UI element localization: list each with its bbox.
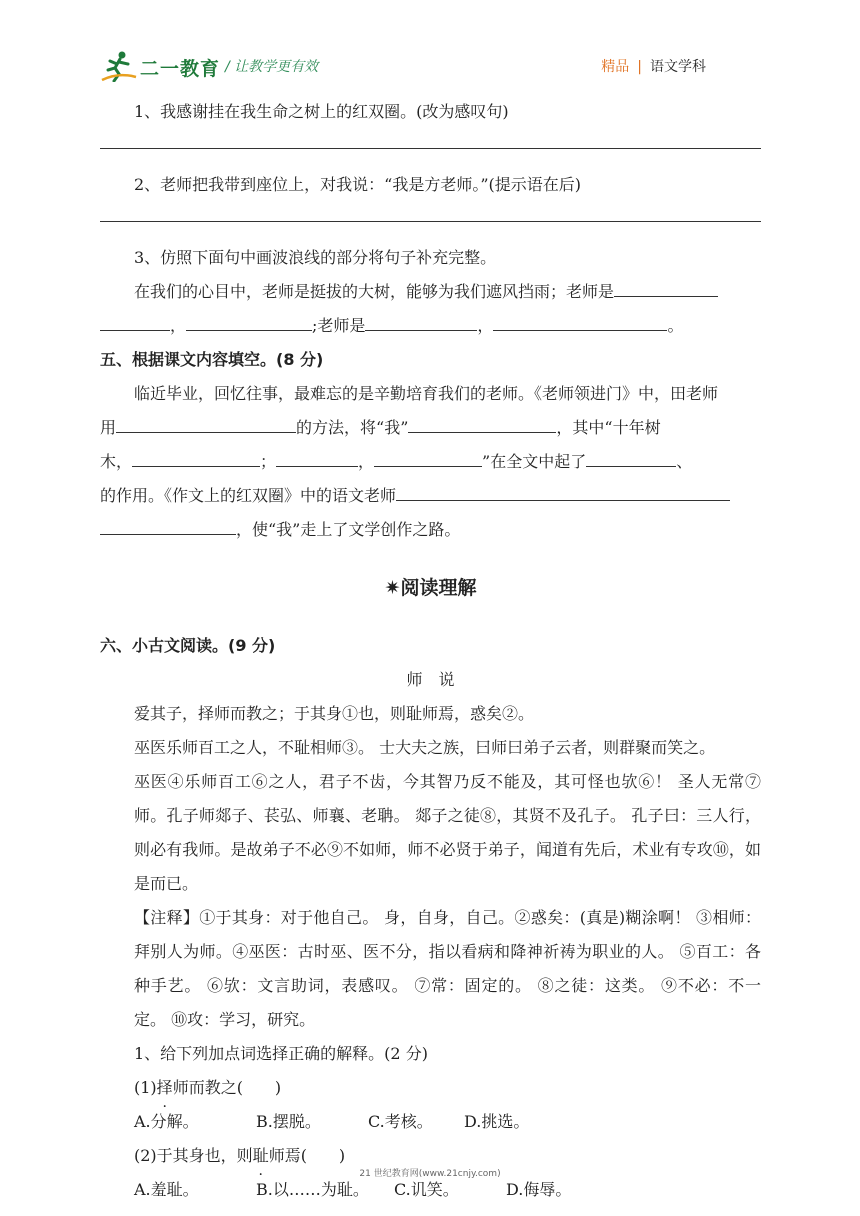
option-d[interactable]: D.侮辱。 — [506, 1180, 572, 1199]
text: 的作用。《作文上的红双圈》中的语文老师 — [100, 486, 397, 505]
text: ， — [358, 452, 375, 471]
answer-bracket[interactable]: 师焉( ) — [268, 1146, 346, 1165]
brand-slogan: / 让教学更有效 — [225, 59, 319, 75]
fill-blank[interactable] — [396, 482, 730, 501]
text: ，使“我”走上了文学创作之路。 — [236, 520, 461, 539]
text: ； — [260, 452, 277, 471]
q5-line3 — [100, 445, 761, 479]
reading-section-title: ✷阅读理解 — [384, 577, 477, 599]
document-body — [100, 95, 761, 1207]
section-five-heading: 五、根据课文内容填空。(8 分) — [100, 350, 324, 369]
text: (2)于其身也，则 — [134, 1146, 253, 1165]
q1-1-options — [100, 1105, 761, 1139]
option-a[interactable]: A.分解。 — [134, 1112, 199, 1131]
text: 用 — [100, 418, 117, 437]
passage-para1: 爱其子，择师而教之；于其身①也，则耻师焉，惑矣②。 — [134, 704, 535, 723]
q4-item3-line1 — [100, 275, 761, 309]
fill-blank[interactable] — [374, 448, 482, 467]
page-header — [100, 44, 760, 84]
subject-label: 语文学科 — [650, 59, 706, 75]
text: 在我们的心目中，老师是挺拔的大树，能够为我们遮风挡雨；老师是 — [134, 282, 615, 301]
dotted-word: 择 — [156, 1078, 173, 1097]
fill-blank[interactable] — [116, 414, 296, 433]
option-b[interactable]: B.摆脱。 — [256, 1112, 321, 1131]
passage-para3: 巫医④乐师百工⑥之人，君子不齿，今其智乃反不能及，其可怪也欤⑥！ 圣人无常⑦师。孔子师郯子、苌弘、师襄、老聃。 郯子之徒⑧，其贤不及孔子。 孔子曰：三人行，则必有我师。是故弟子不必⑨不如师，师不必贤于弟子，闻道有先后，术业有专攻⑩，如是而已。 — [134, 772, 761, 893]
passage-notes: 【注释】①于其身：对于他自己。 身，自身，自己。②惑矣：(真是)糊涂啊！ ③相师：拜别人为师。④巫医：古时巫、医不分，指以看病和降神祈祷为职业的人。 ⑤百工：各种手艺。 ⑥欤：文言助词，表感叹。 ⑦常：固定的。 ⑧之徒：这类。 ⑨不必：不一定。 ⑩攻：学习，研究。 — [134, 908, 761, 1029]
fill-blank[interactable] — [276, 448, 358, 467]
passage-para2: 巫医乐师百工之人，不耻相师③。 士大夫之族，曰师曰弟子云者，则群聚而笑之。 — [134, 738, 716, 757]
quality-label: 精品 — [601, 59, 630, 75]
text: 的方法，将“我” — [296, 418, 409, 437]
answer-line[interactable] — [100, 148, 761, 149]
answer-bracket[interactable]: 师而教之( ) — [172, 1078, 282, 1097]
runner-logo-icon — [100, 50, 138, 82]
text: ”在全文中起了 — [482, 452, 587, 471]
section-six-heading: 六、小古文阅读。(9 分) — [100, 636, 276, 655]
text: (1) — [134, 1078, 157, 1097]
fill-blank[interactable] — [614, 278, 718, 297]
text: ;老师是 — [312, 316, 366, 335]
subject-tag — [601, 56, 706, 76]
fill-blank[interactable] — [100, 312, 170, 331]
text: ， — [170, 316, 187, 335]
option-a[interactable]: A.羞耻。 — [134, 1180, 199, 1199]
q4-item2: 2、老师把我带到座位上，对我说：“我是方老师。”(提示语在后) — [134, 175, 582, 194]
option-c[interactable]: C.考核。 — [368, 1112, 433, 1131]
option-d[interactable]: D.挑选。 — [464, 1112, 530, 1131]
dotted-word: 耻 — [252, 1146, 269, 1165]
fill-blank[interactable] — [186, 312, 312, 331]
q5-line4 — [100, 479, 761, 513]
text: ， — [477, 316, 494, 335]
q5-line2 — [100, 411, 761, 445]
text: ，其中“十年树 — [556, 418, 661, 437]
fill-blank[interactable] — [408, 414, 556, 433]
passage-title: 师 说 — [406, 670, 455, 689]
tag-separator: | — [637, 59, 642, 75]
q4-item3-line2 — [100, 309, 761, 343]
fill-blank[interactable] — [100, 516, 236, 535]
text: 。 — [667, 316, 684, 335]
fill-blank[interactable] — [493, 312, 667, 331]
q4-item1: 1、我感谢挂在我生命之树上的红双圈。(改为感叹句) — [134, 102, 509, 121]
q5-line5 — [100, 513, 761, 547]
page-footer: 21 世纪教育网(www.21cnjy.com) — [359, 1169, 501, 1179]
text: 、 — [676, 452, 693, 471]
brand-name: 二一教育 — [140, 58, 221, 80]
option-b[interactable]: B.以……为耻。 — [256, 1180, 369, 1199]
subquestion-1: 1、给下列加点词选择正确的解释。(2 分) — [134, 1044, 428, 1063]
fill-blank[interactable] — [586, 448, 676, 467]
fill-blank[interactable] — [365, 312, 477, 331]
text: 木， — [100, 452, 133, 471]
fill-blank[interactable] — [132, 448, 260, 467]
answer-line[interactable] — [100, 221, 761, 222]
q5-line1: 临近毕业，回忆往事，最难忘的是辛勤培育我们的老师。《老师领进门》中，田老师 — [134, 384, 719, 403]
option-c[interactable]: C.讥笑。 — [394, 1180, 459, 1199]
q4-item3: 3、仿照下面句中画波浪线的部分将句子补充完整。 — [134, 248, 497, 267]
q1-1-stem — [100, 1071, 761, 1105]
